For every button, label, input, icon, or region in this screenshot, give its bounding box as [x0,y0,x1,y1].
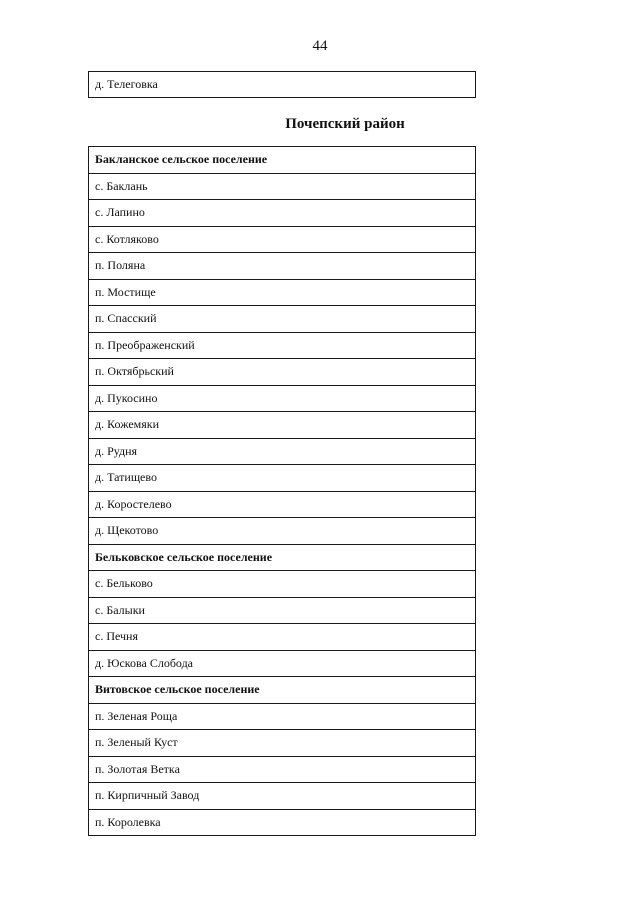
settlement-cell: с. Печня [89,624,476,651]
table-row [89,173,476,200]
settlement-cell: д. Коростелево [89,491,476,518]
table-row [89,438,476,465]
table-row [89,412,476,439]
settlement-cell: с. Балыки [89,597,476,624]
table-row [89,730,476,757]
table-row [89,518,476,545]
settlement-cell: п. Мостище [89,279,476,306]
table-row [89,332,476,359]
settlement-cell: п. Кирпичный Завод [89,783,476,810]
settlement-group-cell: Бакланское сельское поселение [89,147,476,174]
settlement-cell: с. Бельково [89,571,476,598]
group-header-row [89,677,476,704]
page-number: 44 [312,38,328,54]
table-row [89,624,476,651]
settlement-cell: п. Спасский [89,306,476,333]
settlement-cell: д. Татищево [89,465,476,492]
settlement-cell: д. Кожемяки [89,412,476,439]
table-row [89,226,476,253]
settlement-cell: д. Телеговка [89,72,476,98]
table-row [89,597,476,624]
table-row [89,385,476,412]
table-row [89,783,476,810]
section-title: Почепский район [285,116,405,132]
table-row [89,491,476,518]
table-row [89,756,476,783]
table-row [89,253,476,280]
settlement-cell: п. Зеленый Куст [89,730,476,757]
continued-table [88,71,476,98]
settlement-cell: с. Котляково [89,226,476,253]
settlement-cell: с. Лапино [89,200,476,227]
settlement-cell: п. Зеленая Роща [89,703,476,730]
group-header-row [89,544,476,571]
settlement-cell: п. Преображенский [89,332,476,359]
table-row [89,703,476,730]
settlement-cell: д. Щекотово [89,518,476,545]
settlement-cell: д. Пукосино [89,385,476,412]
table-row [89,359,476,386]
group-header-row [89,147,476,174]
table-row [89,809,476,836]
table-row [89,200,476,227]
table-row [89,306,476,333]
settlement-cell: п. Октябрьский [89,359,476,386]
settlements-table [88,146,476,836]
settlement-cell: п. Поляна [89,253,476,280]
settlement-cell: п. Золотая Ветка [89,756,476,783]
table-row [89,571,476,598]
settlement-group-cell: Бельковское сельское поселение [89,544,476,571]
settlement-cell: д. Рудня [89,438,476,465]
settlement-cell: с. Баклань [89,173,476,200]
settlement-cell: д. Юскова Слобода [89,650,476,677]
table-row [89,465,476,492]
table-row [89,279,476,306]
table-row [89,72,476,98]
settlement-cell: п. Королевка [89,809,476,836]
table-row [89,650,476,677]
settlement-group-cell: Витовское сельское поселение [89,677,476,704]
